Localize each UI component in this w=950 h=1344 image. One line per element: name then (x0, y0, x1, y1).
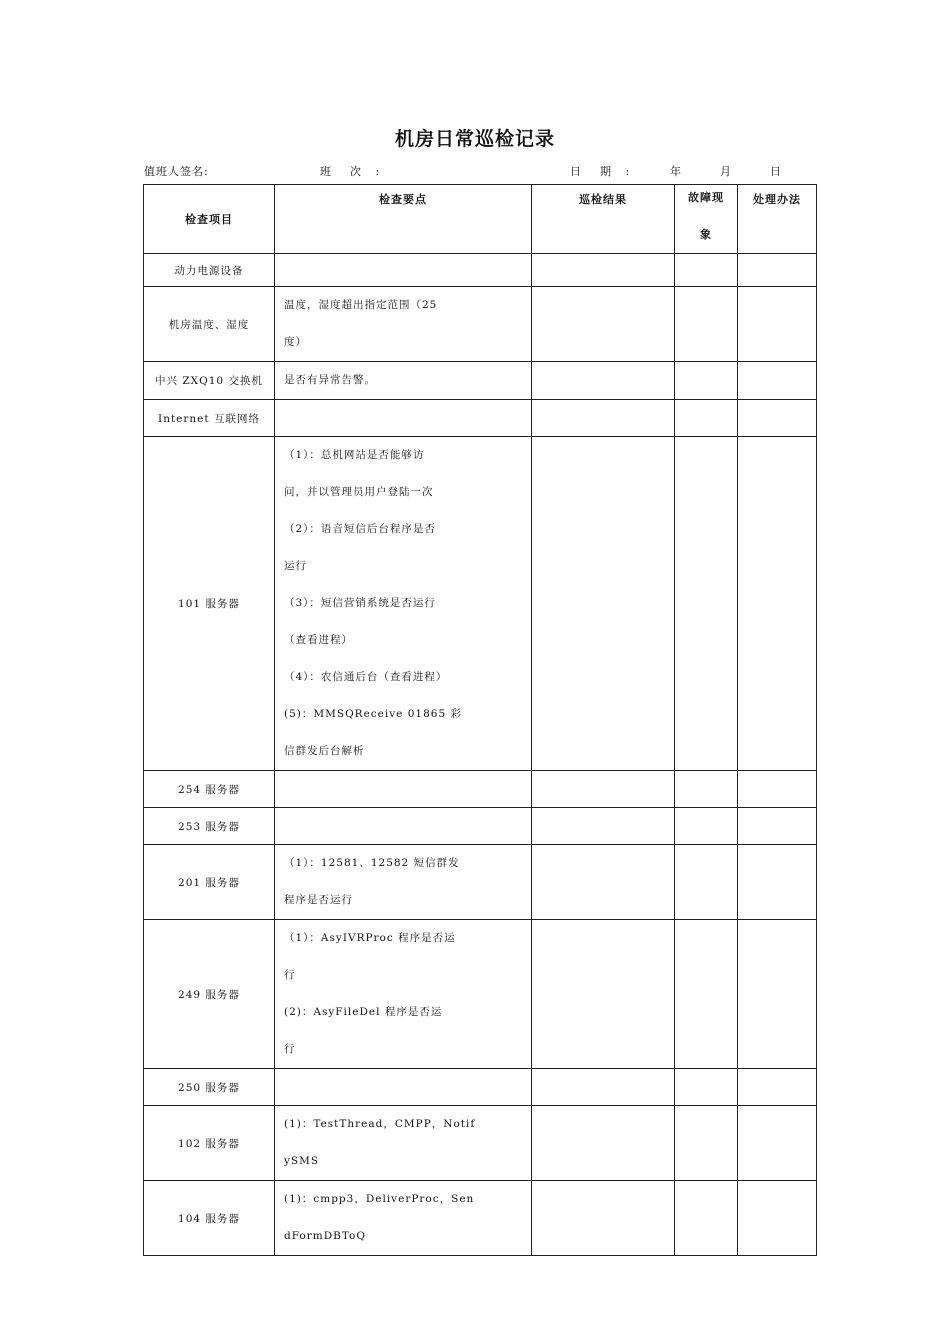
item-cell: 254 服务器 (144, 771, 275, 808)
point-line: (1)：TestThread，CMPP，Notif (284, 1118, 476, 1130)
item-cell: 101 服务器 (144, 437, 275, 771)
item-cell: 250 服务器 (144, 1069, 275, 1106)
point-line: 行 (284, 1043, 296, 1055)
item-cell: 动力电源设备 (144, 254, 275, 287)
date-label: 日 期 : (570, 165, 631, 178)
item-cell: 机房温度、湿度 (144, 287, 275, 362)
point-line: 行 (284, 969, 296, 981)
table-row (144, 1181, 817, 1256)
point-line: （1）：总机网站是否能够访 (284, 449, 425, 461)
table-row (144, 808, 817, 845)
handling-cell[interactable] (738, 771, 817, 808)
points-cell (275, 362, 532, 400)
col-header-item: 检查项目 (144, 185, 275, 254)
fault-cell[interactable] (675, 1181, 738, 1256)
point-line: （3）：短信营销系统是否运行 (284, 597, 436, 609)
point-line: (2)：AsyFileDel 程序是否运 (284, 1006, 443, 1018)
point-line: （2）：语音短信后台程序是否 (284, 523, 436, 535)
item-cell: 249 服务器 (144, 920, 275, 1069)
point-line: （1）：12581、12582 短信群发 (284, 857, 460, 869)
handling-cell[interactable] (738, 1069, 817, 1106)
point-line: 信群发后台解析 (284, 745, 365, 757)
handling-cell[interactable] (738, 1106, 817, 1181)
result-cell[interactable] (532, 845, 675, 920)
handling-cell[interactable] (738, 287, 817, 362)
year-label: 年 (670, 165, 682, 178)
handling-cell[interactable] (738, 254, 817, 287)
points-cell (275, 400, 532, 437)
handling-cell[interactable] (738, 920, 817, 1069)
item-cell: 253 服务器 (144, 808, 275, 845)
point-line: 度） (284, 336, 307, 348)
item-cell: 102 服务器 (144, 1106, 275, 1181)
fault-cell[interactable] (675, 287, 738, 362)
table-row (144, 1069, 817, 1106)
points-cell (275, 771, 532, 808)
point-line: （查看进程） (284, 634, 353, 646)
col-header-result: 巡检结果 (532, 185, 675, 254)
point-line: 程序是否运行 (284, 894, 353, 906)
result-cell[interactable] (532, 287, 675, 362)
month-label: 月 (720, 165, 732, 178)
fault-cell[interactable] (675, 437, 738, 771)
points-cell (275, 1106, 532, 1181)
handling-cell[interactable] (738, 808, 817, 845)
result-cell[interactable] (532, 254, 675, 287)
inspection-table (143, 184, 817, 1256)
point-line: （1）：AsyIVRProc 程序是否运 (284, 932, 456, 944)
point-line: 问，并以管理员用户登陆一次 (284, 486, 434, 498)
table-row (144, 920, 817, 1069)
points-cell (275, 1181, 532, 1256)
fault-cell[interactable] (675, 808, 738, 845)
result-cell[interactable] (532, 808, 675, 845)
points-cell (275, 287, 532, 362)
result-cell[interactable] (532, 1106, 675, 1181)
point-line: 运行 (284, 560, 307, 572)
item-cell: Internet 互联网络 (144, 400, 275, 437)
item-cell: 201 服务器 (144, 845, 275, 920)
point-line: 是否有异常告警。 (284, 374, 376, 386)
points-cell (275, 1069, 532, 1106)
col-header-points: 检查要点 (275, 185, 532, 254)
point-line: (1)：cmpp3，DeliverProc，Sen (284, 1193, 475, 1205)
points-cell (275, 920, 532, 1069)
table-row (144, 771, 817, 808)
table-row (144, 400, 817, 437)
points-cell (275, 437, 532, 771)
points-cell (275, 254, 532, 287)
points-cell (275, 845, 532, 920)
fault-cell[interactable] (675, 845, 738, 920)
table-row (144, 254, 817, 287)
handling-cell[interactable] (738, 400, 817, 437)
col-header-fault (675, 185, 738, 254)
fault-cell[interactable] (675, 400, 738, 437)
fault-cell[interactable] (675, 1069, 738, 1106)
table-row (144, 845, 817, 920)
item-cell: 104 服务器 (144, 1181, 275, 1256)
result-cell[interactable] (532, 1181, 675, 1256)
result-cell[interactable] (532, 362, 675, 400)
fault-cell[interactable] (675, 920, 738, 1069)
table-row (144, 437, 817, 771)
table-header-row (144, 185, 817, 254)
point-line: （4）：农信通后台（查看进程） (284, 671, 448, 683)
result-cell[interactable] (532, 1069, 675, 1106)
handling-cell[interactable] (738, 1181, 817, 1256)
fault-cell[interactable] (675, 254, 738, 287)
handling-cell[interactable] (738, 845, 817, 920)
result-cell[interactable] (532, 920, 675, 1069)
page-title: 机房日常巡检记录 (394, 128, 555, 150)
result-cell[interactable] (532, 437, 675, 771)
col-header-fault-line1: 故障现 (688, 191, 724, 204)
table-row (144, 287, 817, 362)
result-cell[interactable] (532, 400, 675, 437)
point-line: dFormDBToQ (284, 1230, 366, 1242)
point-line: 温度，湿度超出指定范围（25 (284, 299, 438, 311)
fault-cell[interactable] (675, 362, 738, 400)
day-label: 日 (770, 165, 782, 178)
signer-label: 值班人签名: (144, 165, 209, 178)
point-line: (5)：MMSQReceive 01865 彩 (284, 708, 462, 720)
result-cell[interactable] (532, 771, 675, 808)
col-header-handling: 处理办法 (738, 185, 817, 254)
table-row (144, 1106, 817, 1181)
fault-cell[interactable] (675, 1106, 738, 1181)
table-row (144, 362, 817, 400)
fault-cell[interactable] (675, 771, 738, 808)
item-cell: 中兴 ZXQ10 交换机 (144, 362, 275, 400)
points-cell (275, 808, 532, 845)
handling-cell[interactable] (738, 362, 817, 400)
shift-label: 班 次 : (320, 165, 381, 178)
col-header-fault-line2: 象 (700, 228, 712, 241)
point-line: ySMS (284, 1155, 320, 1167)
handling-cell[interactable] (738, 437, 817, 771)
